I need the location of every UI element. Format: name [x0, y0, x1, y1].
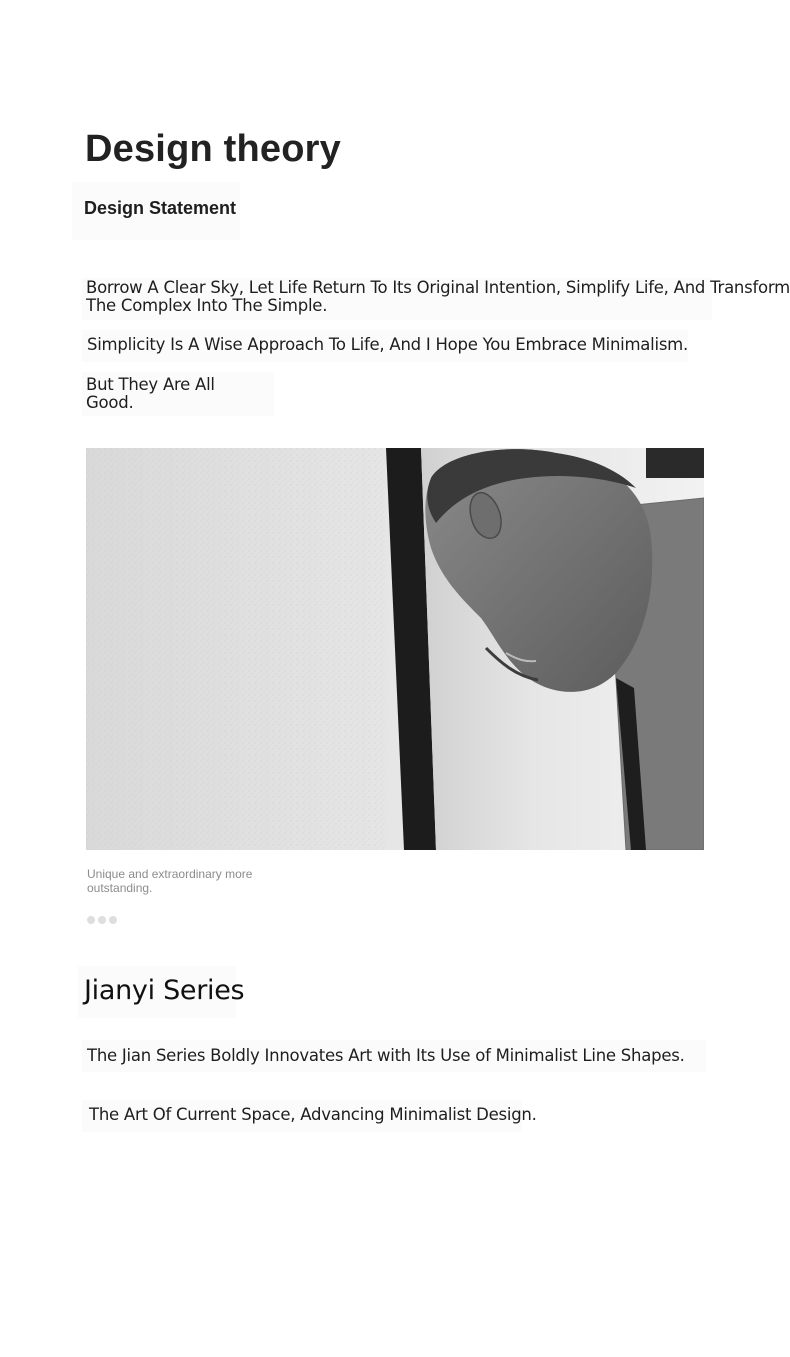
jianyi-series-heading: Jianyi Series [84, 975, 245, 1006]
statement-paragraph-1: Borrow A Clear Sky, Let Life Return To Its Original Intention, Simplify Life, And Transform The Complex Into The Simple. [86, 278, 790, 315]
page-title: Design theory [85, 128, 341, 170]
design-statement-heading: Design Statement [84, 198, 237, 218]
indicator-dot [109, 916, 117, 924]
indicator-dot [87, 916, 95, 924]
portrait-photo-illustration [86, 448, 704, 850]
photo-caption: Unique and extraordinary more outstanding. [87, 867, 253, 895]
series-line-1: The Jian Series Boldly Innovates Art with Its Use of Minimalist Line Shapes. [87, 1046, 685, 1065]
statement-paragraph-3: But They Are All Good. [86, 375, 215, 412]
portrait-photo [86, 448, 704, 850]
series-line-2: The Art Of Current Space, Advancing Minimalist Design. [89, 1105, 537, 1124]
statement-paragraph-2: Simplicity Is A Wise Approach To Life, And I Hope You Embrace Minimalism. [87, 335, 688, 354]
carousel-indicator [87, 916, 117, 924]
indicator-dot [98, 916, 106, 924]
